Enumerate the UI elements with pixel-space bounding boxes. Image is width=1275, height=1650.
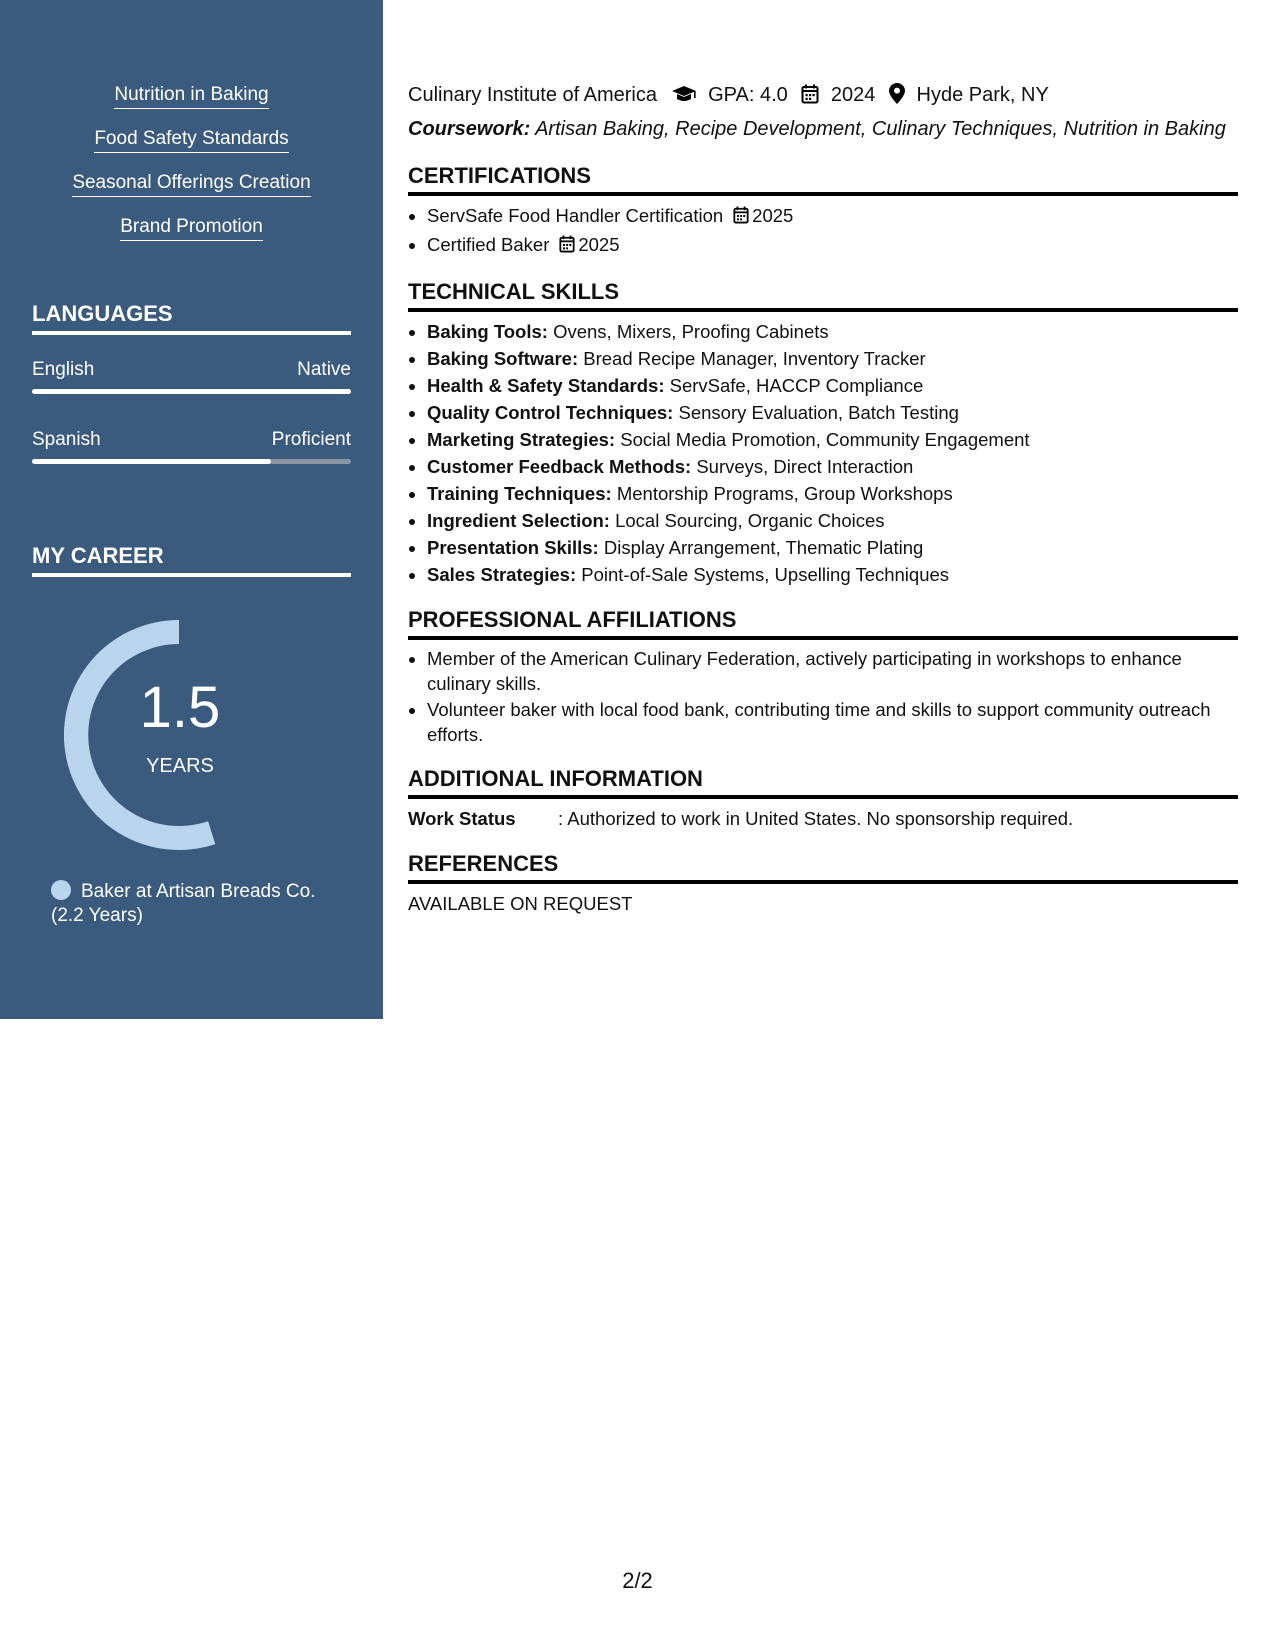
- skill-value: Mentorship Programs, Group Workshops: [616, 483, 953, 504]
- skill-label: Baking Software:: [427, 348, 579, 369]
- list-item: • Member of the American Culinary Federation, actively participating in workshops to enhance culinary skills.: [427, 646, 1238, 696]
- list-item: [427, 453, 1238, 480]
- language-name: English: [32, 359, 95, 380]
- location-pin-icon: [889, 83, 905, 113]
- career-heading: MY CAREER: [32, 543, 351, 577]
- career-years-value: 1.5: [139, 675, 221, 740]
- language-level: Proficient: [271, 429, 351, 450]
- technical-skills-list: [408, 318, 1238, 588]
- certification-name: ServSafe Food Handler Certification: [427, 205, 724, 226]
- graduation-cap-icon: [671, 83, 697, 113]
- coursework-label: Coursework:: [408, 118, 531, 140]
- skill-label: Ingredient Selection:: [427, 510, 610, 531]
- certifications-heading: CERTIFICATIONS: [408, 162, 1238, 196]
- language-level: Native: [297, 359, 351, 380]
- affiliations-heading: PROFESSIONAL AFFILIATIONS: [408, 606, 1238, 640]
- skill-value: Local Sourcing, Organic Choices: [615, 510, 885, 531]
- skill-value: ServSafe, HACCP Compliance: [669, 375, 924, 396]
- skill-value: Display Arrangement, Thematic Plating: [603, 537, 924, 558]
- work-status-value: : Authorized to work in United States. No sponsorship required.: [558, 808, 1074, 829]
- references-heading: REFERENCES: [408, 850, 1238, 884]
- calendar-icon: [801, 83, 819, 113]
- certification-name: Certified Baker: [427, 234, 550, 255]
- affiliations-list: [408, 646, 1238, 747]
- skill-label: Health & Safety Standards:: [427, 375, 665, 396]
- page-number: 2/2: [622, 1568, 653, 1593]
- skill-value: Bread Recipe Manager, Inventory Tracker: [583, 348, 926, 369]
- calendar-icon: [733, 204, 749, 231]
- gpa: GPA: 4.0: [708, 84, 788, 106]
- career-years-label: YEARS: [146, 755, 214, 777]
- list-item: [427, 372, 1238, 399]
- list-item: [427, 202, 1238, 231]
- certification-year: 2025: [578, 234, 620, 255]
- languages-heading: LANGUAGES: [32, 301, 351, 335]
- list-item: • Volunteer baker with local food bank, contributing time and skills to support community outreach efforts.: [427, 697, 1238, 747]
- skill-value: Surveys, Direct Interaction: [696, 456, 914, 477]
- link-food-safety-standards[interactable]: Food Safety Standards: [94, 128, 288, 153]
- career-entry-text: Baker at Artisan Breads Co. (2.2 Years): [51, 881, 316, 926]
- list-item: [427, 399, 1238, 426]
- language-bar-fill: [32, 459, 271, 464]
- skill-label: Quality Control Techniques:: [427, 402, 674, 423]
- list-item: [427, 480, 1238, 507]
- list-item: [427, 507, 1238, 534]
- skill-label: Baking Tools:: [427, 321, 548, 342]
- language-bar-english: [32, 389, 351, 394]
- list-item: [427, 345, 1238, 372]
- certifications-list: [408, 202, 1238, 260]
- technical-skills-heading: TECHNICAL SKILLS: [408, 278, 1238, 312]
- link-brand-promotion[interactable]: Brand Promotion: [120, 216, 263, 241]
- list-item: [427, 534, 1238, 561]
- skill-value: Point-of-Sale Systems, Upselling Techniques: [581, 564, 950, 585]
- skill-label: Customer Feedback Methods:: [427, 456, 692, 477]
- language-spanish: [32, 429, 351, 451]
- work-status-label: Work Status: [408, 808, 516, 829]
- graduation-year: 2024: [830, 84, 876, 106]
- coursework-list: Artisan Baking, Recipe Development, Culinary Techniques, Nutrition in Baking: [535, 118, 1226, 140]
- skill-value: Sensory Evaluation, Batch Testing: [678, 402, 959, 423]
- list-item: [427, 426, 1238, 453]
- sidebar: [0, 0, 383, 1019]
- skill-label: Presentation Skills:: [427, 537, 599, 558]
- link-list: [0, 84, 383, 260]
- list-item: [427, 231, 1238, 260]
- career-dot-icon: [51, 880, 71, 900]
- language-bar-spanish: [32, 459, 351, 464]
- skill-label: Sales Strategies:: [427, 564, 577, 585]
- list-item: [427, 561, 1238, 588]
- language-english: [32, 359, 351, 381]
- skill-label: Marketing Strategies:: [427, 429, 616, 450]
- skill-value: Ovens, Mixers, Proofing Cabinets: [553, 321, 829, 342]
- list-item: [427, 318, 1238, 345]
- link-nutrition-in-baking[interactable]: Nutrition in Baking: [114, 84, 268, 109]
- skill-label: Training Techniques:: [427, 483, 612, 504]
- coursework: [408, 114, 1238, 144]
- career-entry: [51, 880, 351, 928]
- language-name: Spanish: [32, 429, 101, 450]
- language-bar-fill: [32, 389, 351, 394]
- additional-info-heading: ADDITIONAL INFORMATION: [408, 765, 1238, 799]
- link-seasonal-offerings[interactable]: Seasonal Offerings Creation: [72, 172, 310, 197]
- career-gauge: [64, 620, 294, 850]
- certification-year: 2025: [752, 205, 794, 226]
- work-status: [408, 805, 1238, 832]
- calendar-icon: [559, 233, 575, 260]
- school-name: Culinary Institute of America: [408, 84, 657, 106]
- location: Hyde Park, NY: [916, 84, 1049, 106]
- education-line: [408, 80, 1238, 113]
- main-content: [408, 80, 1238, 917]
- skill-value: Social Media Promotion, Community Engagement: [620, 429, 1030, 450]
- references-text: AVAILABLE ON REQUEST: [408, 893, 633, 914]
